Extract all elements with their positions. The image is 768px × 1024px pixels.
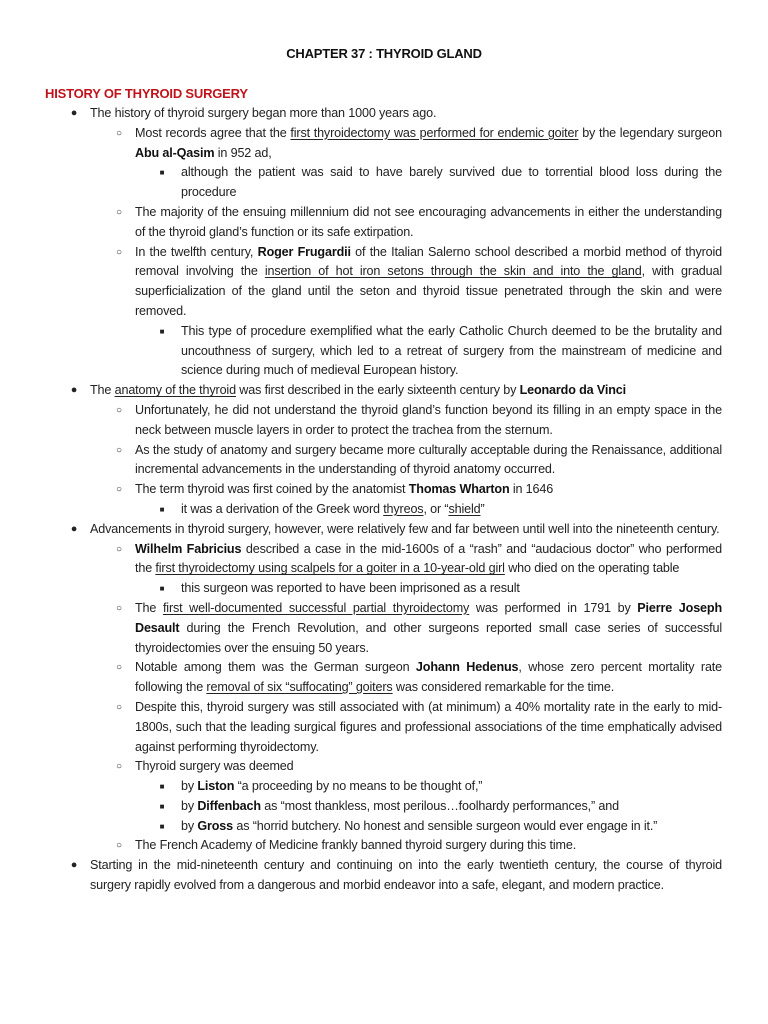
item-text: although the patient was said to have barely survived due to torrential blood loss during the procedure	[181, 165, 722, 200]
bold-name: Pierre Joseph Desault	[135, 600, 722, 635]
item-text: described a case in the mid-1600s of a “rash” and “audacious doctor” who performed the	[135, 541, 722, 576]
item-text: Thyroid surgery was deemed	[135, 759, 294, 774]
item-text: was performed in 1791 by	[469, 600, 638, 615]
list-item	[116, 698, 722, 757]
list-item	[116, 836, 722, 856]
item-text: by the legendary surgeon	[578, 125, 722, 140]
bullet-circle-icon: ○	[116, 246, 122, 258]
bold-name: Wilhelm Fabricius	[135, 541, 242, 556]
underlined-text: shield	[448, 501, 481, 516]
underlined-text: first thyroidectomy using scalpels for a goiter in a 10-year-old girl	[155, 561, 505, 576]
bullet-circle-icon: ○	[116, 602, 122, 614]
list-item	[159, 500, 722, 520]
list-item	[116, 599, 722, 658]
bullet-square-icon: ■	[159, 782, 165, 792]
list-item	[116, 480, 722, 500]
item-text: Unfortunately, he did not understand the thyroid gland’s function beyond its filling in an empty space in the neck between muscle layers in order to protect the trachea from the sternum.	[135, 402, 722, 437]
list-item	[159, 777, 722, 797]
chapter-title: CHAPTER 37 : THYROID GLAND	[286, 46, 482, 61]
bullet-disc-icon: ●	[70, 384, 78, 397]
list-item	[70, 856, 722, 896]
bullet-circle-icon: ○	[116, 840, 122, 852]
bold-name: Gross	[197, 818, 234, 833]
list-item	[159, 163, 722, 203]
item-text: in 1646	[509, 482, 554, 497]
bullet-circle-icon: ○	[116, 662, 122, 674]
bold-name: Thomas Wharton	[408, 482, 510, 497]
bold-name: Diffenbach	[197, 798, 261, 813]
item-text: , or “	[423, 501, 449, 516]
bold-name: Liston	[197, 779, 235, 794]
list-item	[159, 817, 722, 837]
bullet-circle-icon: ○	[116, 444, 122, 456]
item-text: who died on the operating table	[504, 561, 680, 576]
bullet-circle-icon: ○	[116, 761, 122, 773]
item-text: The majority of the ensuing millennium did not see encouraging advancements in either the understanding of the thyroid gland’s function or its safe extirpation.	[135, 204, 722, 239]
bullet-circle-icon: ○	[116, 484, 122, 496]
bullet-square-icon: ■	[159, 584, 165, 594]
underlined-text: anatomy of the thyroid	[114, 383, 236, 398]
item-text: during the French Revolution, and other surgeons reported small case series of successful thyroidectomies over the ensuing 50 years.	[135, 620, 722, 655]
list-item	[116, 243, 723, 322]
bold-name: Abu al-Qasim	[135, 145, 215, 160]
list-item	[159, 797, 722, 817]
bullet-circle-icon: ○	[116, 404, 122, 416]
bullet-disc-icon: ●	[70, 522, 78, 535]
bullet-square-icon: ■	[159, 326, 165, 336]
item-text: by	[181, 818, 198, 833]
item-text: it was a derivation of the Greek word	[181, 501, 384, 516]
bullet-circle-icon: ○	[116, 206, 122, 218]
bullet-circle-icon: ○	[116, 543, 122, 555]
bullet-circle-icon: ○	[116, 127, 122, 139]
bullet-disc-icon: ●	[70, 107, 78, 119]
item-text: of the Italian Salerno school described a morbid method of thyroid removal involving the	[135, 244, 722, 279]
item-text: “a proceeding by no means to be thought of,”	[234, 779, 483, 794]
bullet-circle-icon: ○	[116, 701, 122, 713]
document-body	[0, 104, 768, 896]
list-item	[159, 322, 722, 381]
list-item	[116, 757, 722, 777]
list-item	[116, 441, 722, 481]
item-text: This type of procedure exemplified what the early Catholic Church deemed to be the brutality and uncouthness of surgery, which led to a retreat of surgery from the mainstream of medicine and science during much of medieval European history.	[181, 323, 722, 378]
item-text: The	[135, 600, 163, 615]
item-text: ”	[480, 501, 485, 516]
item-text: this surgeon was reported to have been imprisoned as a result	[181, 581, 520, 596]
bullet-disc-icon: ●	[70, 859, 78, 872]
bold-name: Roger Frugardii	[257, 244, 351, 259]
item-text: was considered remarkable for the time.	[392, 680, 615, 695]
item-text: As the study of anatomy and surgery became more culturally acceptable during the Renaissance, additional incremental advancements in the understanding of thyroid anatomy occurred.	[135, 442, 722, 477]
item-text: Advancements in thyroid surgery, however, were relatively few and far between until well into the nineteenth century.	[90, 521, 720, 536]
list-item	[116, 401, 722, 441]
item-text: by	[181, 798, 198, 813]
bullet-square-icon: ■	[159, 504, 165, 514]
item-text: The term thyroid was first coined by the anatomist	[135, 482, 409, 497]
list-item	[70, 520, 722, 540]
bold-name: Johann Hedenus	[415, 660, 519, 675]
item-text: by	[181, 779, 198, 794]
list-item	[70, 104, 722, 124]
underlined-text: insertion of hot iron setons through the skin and into the gland	[264, 264, 642, 279]
section-heading: HISTORY OF THYROID SURGERY	[45, 86, 248, 101]
item-text: Starting in the mid-nineteenth century and continuing on into the early twentieth century, the course of thyroid surgery rapidly evolved from a dangerous and morbid endeavor into a safe, elegant, and modern practice.	[90, 858, 722, 893]
underlined-text: first well-documented successful partial thyroidectomy	[162, 600, 470, 615]
item-text: The	[90, 383, 115, 398]
item-text: as “most thankless, most perilous…foolhardy performances,” and	[260, 798, 619, 813]
item-text: in 952 ad,	[214, 145, 272, 160]
list-item	[70, 381, 722, 401]
item-text: was first described in the early sixteenth century by	[235, 383, 520, 398]
bold-name: Leonardo da Vinci	[519, 383, 626, 398]
item-text: as “horrid butchery. No honest and sensible surgeon would ever engage in it.”	[233, 818, 658, 833]
item-text: The French Academy of Medicine frankly banned thyroid surgery during this time.	[135, 838, 577, 853]
list-item	[116, 124, 722, 164]
list-item	[116, 203, 722, 243]
underlined-text: thyreos	[383, 501, 424, 516]
item-text: Despite this, thyroid surgery was still associated with (at minimum) a 40% mortality rate in the early to mid-1800s, such that the leading surgical figures and professional associations of the time emphatically advised against performing thyroidectomy.	[135, 699, 722, 754]
item-text: , whose zero percent mortality rate following the	[135, 660, 723, 695]
list-item	[116, 658, 723, 698]
underlined-text: removal of six “suffocating” goiters	[206, 680, 393, 695]
bullet-square-icon: ■	[159, 801, 165, 811]
underlined-text: first thyroidectomy was performed for endemic goiter	[290, 125, 579, 140]
bullet-square-icon: ■	[159, 821, 165, 831]
list-item	[159, 579, 722, 599]
item-text: The history of thyroid surgery began more than 1000 years ago.	[90, 106, 437, 120]
item-text: , with gradual superficialization of the gland until the seton and thyroid tissue penetrated through the skin and were removed.	[135, 264, 723, 318]
bullet-square-icon: ■	[159, 168, 165, 178]
list-item	[116, 540, 722, 580]
item-text: In the twelfth century,	[135, 244, 258, 259]
item-text: Notable among them was the German surgeon	[135, 660, 416, 675]
item-text: Most records agree that the	[135, 125, 291, 140]
